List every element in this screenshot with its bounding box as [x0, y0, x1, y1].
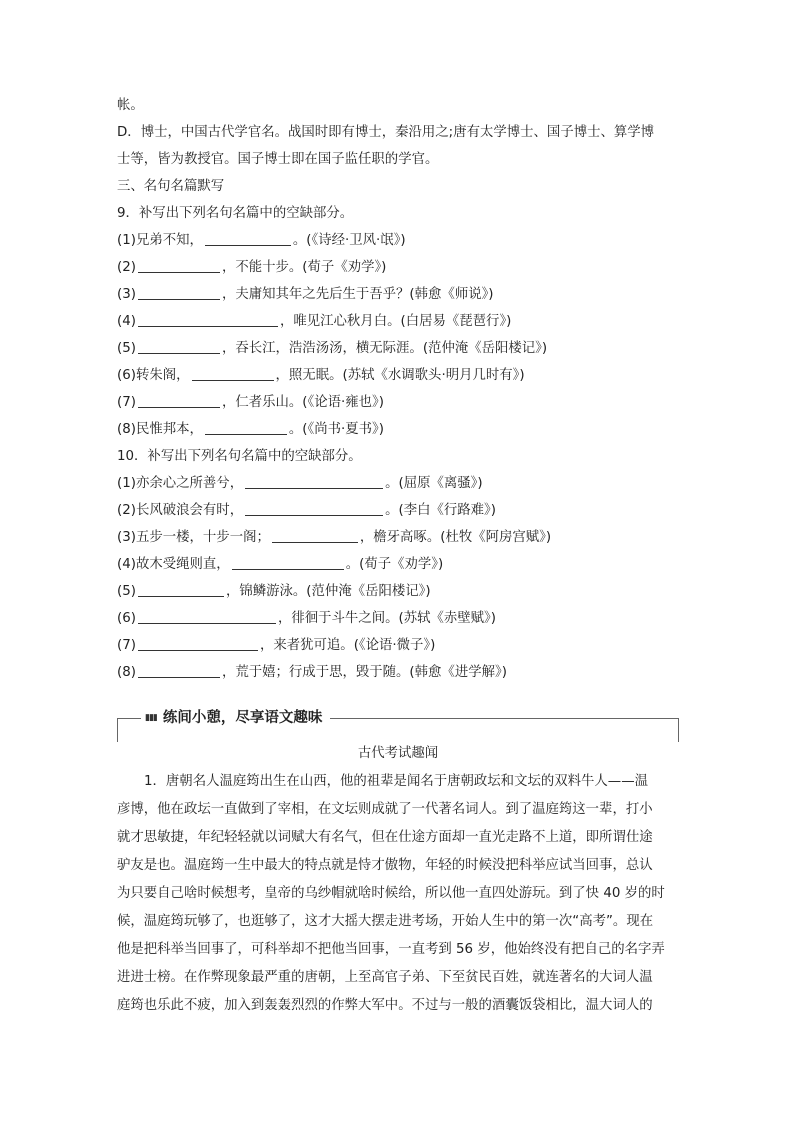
section-banner: [117, 706, 679, 742]
exercise-content: [117, 92, 679, 686]
item-prefix: (2): [117, 260, 136, 275]
story-line: 彦博，他在政坛一直做到了宰相，在文坛则成就了一代著名词人。到了温庭筠这一辈，打小: [117, 802, 653, 817]
answer-blank[interactable]: [245, 501, 383, 516]
q10-item: [117, 659, 679, 686]
answer-blank[interactable]: [138, 393, 220, 408]
q9-item: [117, 362, 679, 389]
q9-item: [117, 416, 679, 443]
item-suffix: 。(李白《行路难》): [385, 503, 496, 518]
item-prefix: (5): [117, 584, 136, 599]
q10-item: [117, 551, 679, 578]
answer-blank[interactable]: [138, 312, 278, 327]
answer-blank[interactable]: [138, 636, 258, 651]
story-line: 他是把科举当回事了，可科举却不把他当回事，一直考到 56 岁，他始终没有把自己的名字弄: [117, 942, 665, 957]
answer-blank[interactable]: [138, 258, 220, 273]
q10-stem: 10．补写出下列名句名篇中的空缺部分。: [117, 449, 362, 464]
q9-item: [117, 335, 679, 362]
q9-item: [117, 389, 679, 416]
item-prefix: (4): [117, 314, 136, 329]
story-line: 1．唐朝名人温庭筠出生在山西，他的祖辈是闻名于唐朝政坛和文坛的双料牛人——温: [144, 774, 648, 789]
item-suffix: ，锦鳞游泳。(范仲淹《岳阳楼记》): [225, 584, 431, 599]
item-suffix: ，来者犹可追。(《论语·微子》): [259, 638, 436, 653]
q10-item: [117, 470, 679, 497]
answer-blank[interactable]: [245, 474, 383, 489]
q9-stem: 9．补写出下列名句名篇中的空缺部分。: [117, 206, 354, 221]
item-suffix: ，不能十步。(荀子《劝学》): [221, 260, 387, 275]
story-line: 候，温庭筠玩够了，也逛够了，这才大摇大摆走进考场，开始人生中的第一次“高考”。现在: [117, 914, 654, 929]
item-prefix: (2)长风破浪会有时，: [117, 503, 244, 518]
story-line: 进进士榜。在作弊现象最严重的唐朝，上至高官子弟、下至贫民百姓，就连著名的大词人温: [117, 970, 653, 985]
item-prefix: (7): [117, 395, 136, 410]
answer-blank[interactable]: [192, 366, 274, 381]
q10-item: [117, 578, 679, 605]
item-prefix: (6)转朱阁，: [117, 368, 190, 383]
item-suffix: ，唯见江心秋月白。(白居易《琵琶行》): [279, 314, 512, 329]
item-suffix: 。(《诗经·卫风·氓》): [292, 233, 406, 248]
answer-blank[interactable]: [205, 231, 291, 246]
item-prefix: (8): [117, 665, 136, 680]
banner-title: 练间小憩，尽享语文趣味: [162, 709, 323, 726]
answer-blank[interactable]: [272, 528, 358, 543]
item-suffix: ，夫庸知其年之先后生于吾乎？(韩愈《师说》): [221, 287, 494, 302]
item-prefix: (3): [117, 287, 136, 302]
banner-title-box: [141, 706, 330, 730]
story-paragraph: [117, 768, 679, 1020]
item-suffix: ，吞长江，浩浩汤汤，横无际涯。(范仲淹《岳阳楼记》): [221, 341, 548, 356]
banner-rule: [678, 718, 679, 742]
q10-item: [117, 605, 679, 632]
answer-blank[interactable]: [138, 339, 220, 354]
item-suffix: 。(《尚书·夏书》): [288, 422, 384, 437]
answer-blank[interactable]: [232, 555, 344, 570]
item-suffix: ，照无眠。(苏轼《水调歌头·明月几时有》): [275, 368, 525, 383]
item-suffix: ，檐牙高啄。(杜牧《阿房宫赋》): [359, 530, 552, 545]
q9-item: [117, 308, 679, 335]
story-title: 古代考试趣闻: [357, 746, 439, 761]
answer-blank[interactable]: [138, 582, 224, 597]
item-suffix: ，徘徊于斗牛之间。(苏轼《赤壁赋》): [277, 611, 496, 626]
story-line: 为只要自己啥时候想考，皇帝的乌纱帽就啥时候给，所以他一直四处游玩。到了快 40 岁的时: [117, 886, 665, 901]
answer-blank[interactable]: [138, 285, 220, 300]
item-prefix: (1)兄弟不知，: [117, 233, 203, 248]
decorative-bars-icon: ▮▮▮: [145, 713, 157, 723]
banner-rule: [117, 718, 118, 742]
item-suffix: 。(荀子《劝学》): [345, 557, 444, 572]
q10-item: [117, 497, 679, 524]
item-prefix: (6): [117, 611, 136, 626]
item-suffix: ，仁者乐山。(《论语·雍也》): [221, 395, 384, 410]
q10-item: [117, 632, 679, 659]
story-line: 就才思敏捷，年纪轻轻就以词赋大有名气，但在仕途方面却一直光走路不上道，即所谓仕途: [117, 830, 653, 845]
item-prefix: (7): [117, 638, 136, 653]
item-prefix: (3)五步一楼，十步一阁；: [117, 530, 270, 545]
q9-item: [117, 281, 679, 308]
item-prefix: (4)故木受绳则直，: [117, 557, 230, 572]
item-prefix: (5): [117, 341, 136, 356]
option-d-line-2: 士等，皆为教授官。国子博士即在国子监任职的学官。: [117, 152, 439, 167]
option-d-line-1: D．博士，中国古代学官名。战国时即有博士，秦沿用之;唐有太学博士、国子博士、算学博: [117, 125, 655, 140]
q10-item: [117, 524, 679, 551]
item-suffix: ，荒于嬉；行成于思，毁于随。(韩愈《进学解》): [221, 665, 507, 680]
story-line: 庭筠也乐此不疲，加入到轰轰烈烈的作弊大军中。不过与一般的酒囊饭袋相比，温大词人的: [117, 998, 653, 1013]
story-line: 驴友是也。温庭筠一生中最大的特点就是恃才傲物，年轻的时候没把科举应试当回事，总认: [117, 858, 653, 873]
item-prefix: (1)亦余心之所善兮，: [117, 476, 244, 491]
item-suffix: 。(屈原《离骚》): [385, 476, 483, 491]
answer-blank[interactable]: [205, 420, 287, 435]
answer-blank[interactable]: [138, 663, 220, 678]
section-heading: 三、名句名篇默写: [117, 179, 225, 194]
answer-blank[interactable]: [138, 609, 276, 624]
q9-item: [117, 254, 679, 281]
q9-item: [117, 227, 679, 254]
item-prefix: (8)民惟邦本，: [117, 422, 203, 437]
top-fragment: 帐。: [117, 98, 144, 113]
